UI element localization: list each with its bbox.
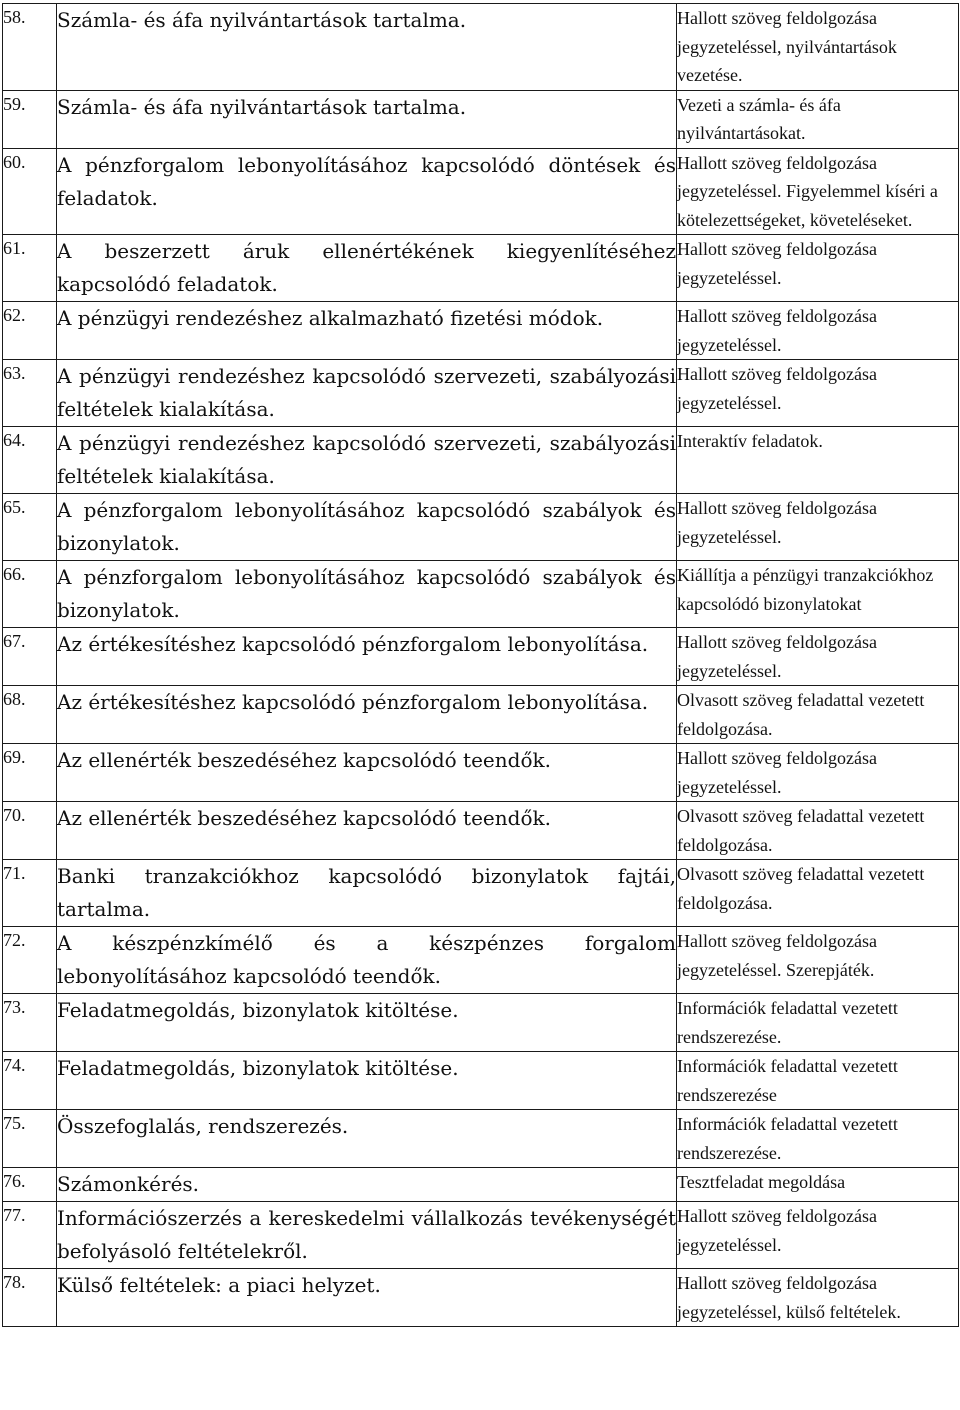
lesson-method: Hallott szöveg feldolgozása jegyzeteléssel, külső feltételek.	[677, 1269, 959, 1327]
lesson-number: 68.	[3, 686, 57, 744]
lesson-method: Információk feladattal vezetett rendszerezése.	[677, 1110, 959, 1168]
lesson-method: Olvasott szöveg feladattal vezetett feldolgozása.	[677, 802, 959, 860]
table-row	[3, 744, 959, 802]
lesson-number: 74.	[3, 1052, 57, 1110]
lesson-number: 72.	[3, 927, 57, 994]
lesson-number: 71.	[3, 860, 57, 927]
table-row	[3, 494, 959, 561]
lesson-method: Olvasott szöveg feladattal vezetett feldolgozása.	[677, 686, 959, 744]
lesson-method: Információk feladattal vezetett rendszerezése.	[677, 994, 959, 1052]
table-row	[3, 427, 959, 494]
lesson-number: 76.	[3, 1168, 57, 1202]
table-row	[3, 1269, 959, 1327]
lesson-number: 65.	[3, 494, 57, 561]
lesson-method: Hallott szöveg feldolgozása jegyzeteléssel.	[677, 628, 959, 686]
lesson-method: Tesztfeladat megoldása	[677, 1168, 959, 1202]
lesson-topic: Feladatmegoldás, bizonylatok kitöltése.	[57, 994, 677, 1052]
lesson-topic: A beszerzett áruk ellenértékének kiegyenlítéséhez kapcsolódó feladatok.	[57, 235, 677, 302]
table-row	[3, 1052, 959, 1110]
table-row	[3, 235, 959, 302]
lesson-method: Olvasott szöveg feladattal vezetett feldolgozása.	[677, 860, 959, 927]
lesson-number: 62.	[3, 302, 57, 360]
lesson-topic: Az értékesítéshez kapcsolódó pénzforgalom lebonyolítása.	[57, 628, 677, 686]
lesson-topic: Banki tranzakciókhoz kapcsolódó bizonylatok fajtái, tartalma.	[57, 860, 677, 927]
lesson-topic: Számonkérés.	[57, 1168, 677, 1202]
lesson-topic: Az ellenérték beszedéséhez kapcsolódó teendők.	[57, 802, 677, 860]
lesson-topic: A pénzforgalom lebonyolításához kapcsolódó döntések és feladatok.	[57, 148, 677, 235]
table-row	[3, 686, 959, 744]
lesson-topic: Összefoglalás, rendszerezés.	[57, 1110, 677, 1168]
lesson-topic: A pénzforgalom lebonyolításához kapcsolódó szabályok és bizonylatok.	[57, 494, 677, 561]
lesson-topic: Az értékesítéshez kapcsolódó pénzforgalom lebonyolítása.	[57, 686, 677, 744]
lesson-method: Hallott szöveg feldolgozása jegyzeteléssel.	[677, 302, 959, 360]
table-row	[3, 802, 959, 860]
table-row	[3, 927, 959, 994]
table-row	[3, 302, 959, 360]
lesson-topic: Információszerzés a kereskedelmi vállalkozás tevékenységét befolyásoló feltételekről.	[57, 1202, 677, 1269]
lesson-method: Hallott szöveg feldolgozása jegyzeteléssel.	[677, 235, 959, 302]
lesson-number: 78.	[3, 1269, 57, 1327]
lesson-number: 67.	[3, 628, 57, 686]
lesson-topic: A készpénzkímélő és a készpénzes forgalom lebonyolításához kapcsolódó teendők.	[57, 927, 677, 994]
lesson-method: Hallott szöveg feldolgozása jegyzeteléssel, nyilvántartások vezetése.	[677, 4, 959, 91]
lesson-topic: Számla- és áfa nyilvántartások tartalma.	[57, 4, 677, 91]
lesson-method: Hallott szöveg feldolgozása jegyzeteléssel.	[677, 494, 959, 561]
lesson-topic: A pénzforgalom lebonyolításához kapcsolódó szabályok és bizonylatok.	[57, 561, 677, 628]
lesson-method: Hallott szöveg feldolgozása jegyzeteléssel.	[677, 744, 959, 802]
lesson-plan-table	[2, 3, 959, 1327]
lesson-topic: Számla- és áfa nyilvántartások tartalma.	[57, 90, 677, 148]
lesson-number: 69.	[3, 744, 57, 802]
lesson-method: Hallott szöveg feldolgozása jegyzeteléssel. Figyelemmel kíséri a kötelezettségeket, követeléseket.	[677, 148, 959, 235]
table-row	[3, 1110, 959, 1168]
lesson-topic: Az ellenérték beszedéséhez kapcsolódó teendők.	[57, 744, 677, 802]
lesson-method: Hallott szöveg feldolgozása jegyzeteléssel.	[677, 360, 959, 427]
table-row	[3, 1202, 959, 1269]
lesson-method: Hallott szöveg feldolgozása jegyzeteléssel.	[677, 1202, 959, 1269]
lesson-number: 64.	[3, 427, 57, 494]
lesson-topic: A pénzügyi rendezéshez kapcsolódó szervezeti, szabályozási feltételek kialakítása.	[57, 360, 677, 427]
lesson-number: 59.	[3, 90, 57, 148]
lesson-method: Kiállítja a pénzügyi tranzakciókhoz kapcsolódó bizonylatokat	[677, 561, 959, 628]
lesson-number: 73.	[3, 994, 57, 1052]
lesson-number: 58.	[3, 4, 57, 91]
lesson-number: 63.	[3, 360, 57, 427]
table-row	[3, 148, 959, 235]
lesson-number: 70.	[3, 802, 57, 860]
table-row	[3, 860, 959, 927]
table-row	[3, 994, 959, 1052]
lesson-topic: A pénzügyi rendezéshez kapcsolódó szervezeti, szabályozási feltételek kialakítása.	[57, 427, 677, 494]
table-row	[3, 628, 959, 686]
lesson-method: Vezeti a számla- és áfa nyilvántartásokat.	[677, 90, 959, 148]
lesson-plan-body	[3, 4, 959, 1327]
lesson-topic: A pénzügyi rendezéshez alkalmazható fizetési módok.	[57, 302, 677, 360]
lesson-topic: Külső feltételek: a piaci helyzet.	[57, 1269, 677, 1327]
table-row	[3, 1168, 959, 1202]
table-row	[3, 4, 959, 91]
lesson-method: Információk feladattal vezetett rendszerezése	[677, 1052, 959, 1110]
lesson-number: 77.	[3, 1202, 57, 1269]
table-row	[3, 90, 959, 148]
lesson-number: 60.	[3, 148, 57, 235]
lesson-method: Hallott szöveg feldolgozása jegyzeteléssel. Szerepjáték.	[677, 927, 959, 994]
lesson-number: 61.	[3, 235, 57, 302]
lesson-number: 75.	[3, 1110, 57, 1168]
lesson-topic: Feladatmegoldás, bizonylatok kitöltése.	[57, 1052, 677, 1110]
table-row	[3, 360, 959, 427]
lesson-number: 66.	[3, 561, 57, 628]
lesson-method: Interaktív feladatok.	[677, 427, 959, 494]
table-row	[3, 561, 959, 628]
